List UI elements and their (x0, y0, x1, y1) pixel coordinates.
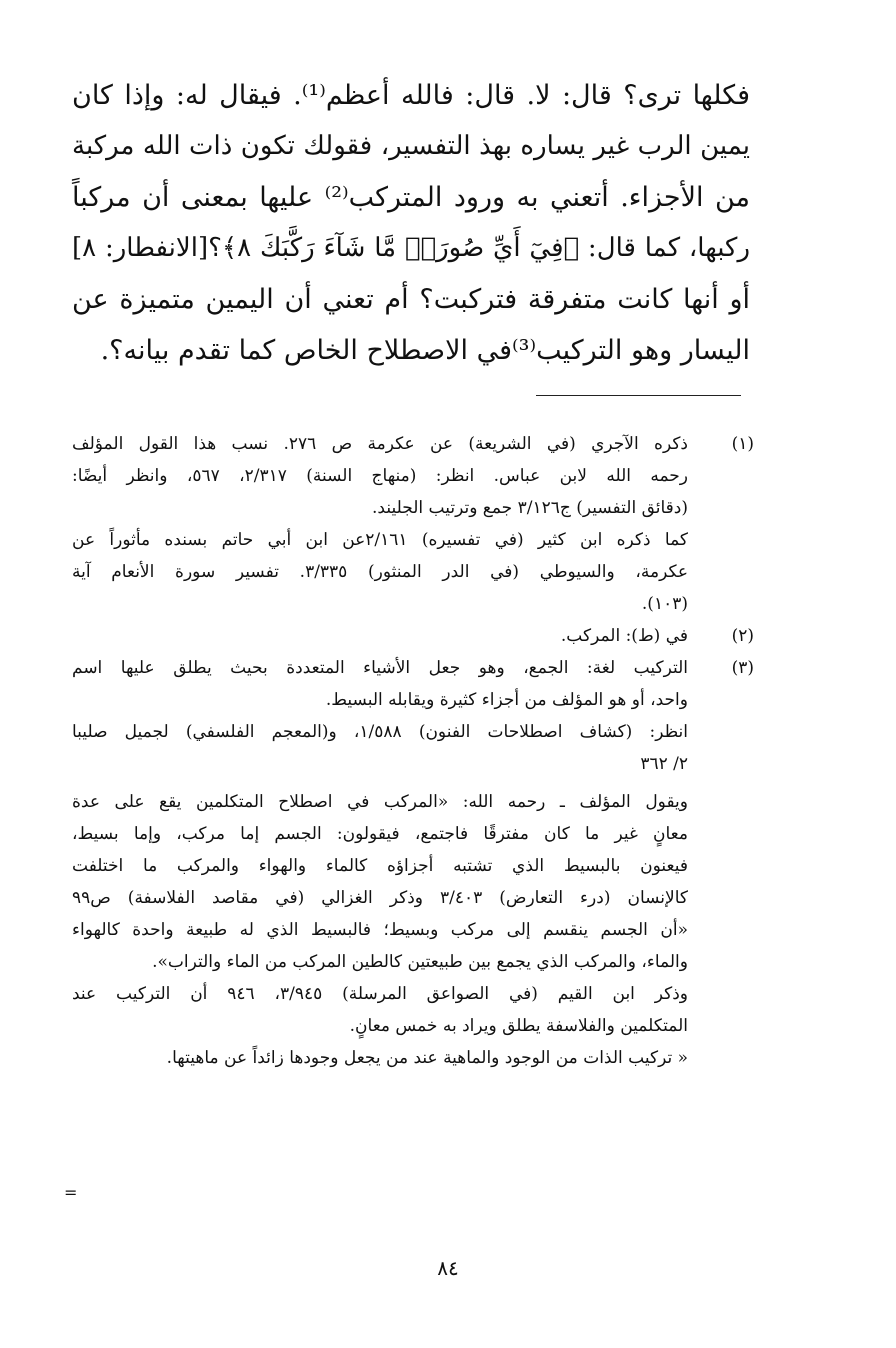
footnote-2 (72, 620, 752, 652)
main-text-line: فكلها ترى؟ قال: لا. قال: فالله أعظم⁽¹⁾. فيقال له: وإذا كان (72, 80, 751, 111)
margin-mark: = (64, 1183, 78, 1202)
footnote-line: واحد، أو هو المؤلف من أجزاء كثيرة ويقابله البسيط. (325, 690, 688, 710)
footnote-number: (١) (731, 434, 754, 454)
footnote-line: ذكره الآجري (في الشريعة) عن عكرمة ص ٢٧٦. نسب هذا القول المؤلف (72, 434, 688, 454)
footnote-line: (١٠٣). (641, 594, 688, 614)
footnote-line: كالإنسان (درء التعارض) ٣/٤٠٣ وذكر الغزالي (في مقاصد الفلاسفة) ص٩٩ (72, 888, 688, 908)
footnote-line: (دقائق التفسير) ج٣/١٢٦ جمع وترتيب الجليند. (372, 498, 688, 518)
footnote-line: المتكلمين والفلاسفة يطلق ويراد به خمس معانٍ. (349, 1016, 688, 1036)
main-text-line: أو أنها كانت متفرقة فتركبت؟ أم تعني أن اليمين متميزة عن (72, 284, 750, 315)
footnote-line: معانٍ غير ما كان مفترقًا فاجتمع، فيقولون: الجسم إما مركب، وإما بسيط، (72, 824, 688, 844)
main-text-line: اليسار وهو التركيب⁽³⁾في الاصطلاح الخاص كما تقدم بيانه؟. (100, 335, 750, 366)
footnote-line: وذكر ابن القيم (في الصواعق المرسلة) ٣/٩٤٥، ٩٤٦ أن التركيب عند (72, 984, 688, 1004)
footnote-line: في (ط): المركب. (560, 626, 688, 646)
main-text-line: ركبها، كما قال: ﴿فِيٓ أَيِّ صُورَةٖ مَّا شَآءَ رَكَّبَكَ ٨﴾؟[الانفطار: ٨] (72, 233, 750, 263)
main-text-line: يمين الرب غير يساره بهذ التفسير، فقولك تكون ذات الله مركبة (72, 131, 751, 161)
footnote-line: ٢/ ٣٦٢ (640, 754, 688, 774)
main-text (72, 70, 750, 376)
footnote-line: « تركيب الذات من الوجود والماهية عند من يجعل وجودها زائداً عن ماهيتها. (166, 1048, 688, 1068)
footnote-line: «أن الجسم ينقسم إلى مركب وبسيط؛ فالبسيط الذي له طبيعة واحدة كالهواء (72, 920, 688, 940)
footnote-line: رحمه الله لابن عباس. انظر: (منهاج السنة) ٢/٣١٧، ٥٦٧، وانظر أيضًا: (72, 466, 689, 486)
footnote-3 (72, 652, 752, 780)
footnote-separator (536, 395, 741, 396)
footnote-line: فيعنون بالبسيط الذي تشتبه أجزاؤه كالماء والهواء والمركب ما اختلفت (72, 856, 688, 876)
footnote-line: انظر: (كشاف اصطلاحات الفنون) ١/٥٨٨، و(المعجم الفلسفي) لجميل صليبا (72, 722, 688, 742)
footnote-number: (٣) (731, 658, 754, 678)
footnotes (72, 428, 752, 1074)
page-number: ٨٤ (437, 1256, 459, 1280)
main-text-line: من الأجزاء. أتعني به ورود المتركب⁽²⁾ عليها بمعنى أن مركباً (72, 182, 750, 213)
footnote-number: (٢) (731, 626, 754, 646)
footnote-line: عكرمة، والسيوطي (في الدر المنثور) ٣/٣٣٥. تفسير سورة الأنعام آية (72, 562, 689, 582)
footnote-line: ويقول المؤلف ـ رحمه الله: «المركب في اصطلاح المتكلمين يقع على عدة (72, 792, 688, 812)
footnote-line: كما ذكره ابن كثير (في تفسيره) ٢/١٦١عن ابن أبي حاتم بسنده مأثوراً عن (72, 530, 688, 550)
footnote-line: التركيب لغة: الجمع، وهو جعل الأشياء المتعددة بحيث يطلق عليها اسم (72, 658, 688, 678)
footnote-1 (72, 428, 752, 620)
footnote-line: والماء، والمركب الذي يجمع بين طبيعتين كالطين المركب من الماء والتراب». (152, 952, 688, 972)
footnote-3-continued (72, 786, 752, 1074)
